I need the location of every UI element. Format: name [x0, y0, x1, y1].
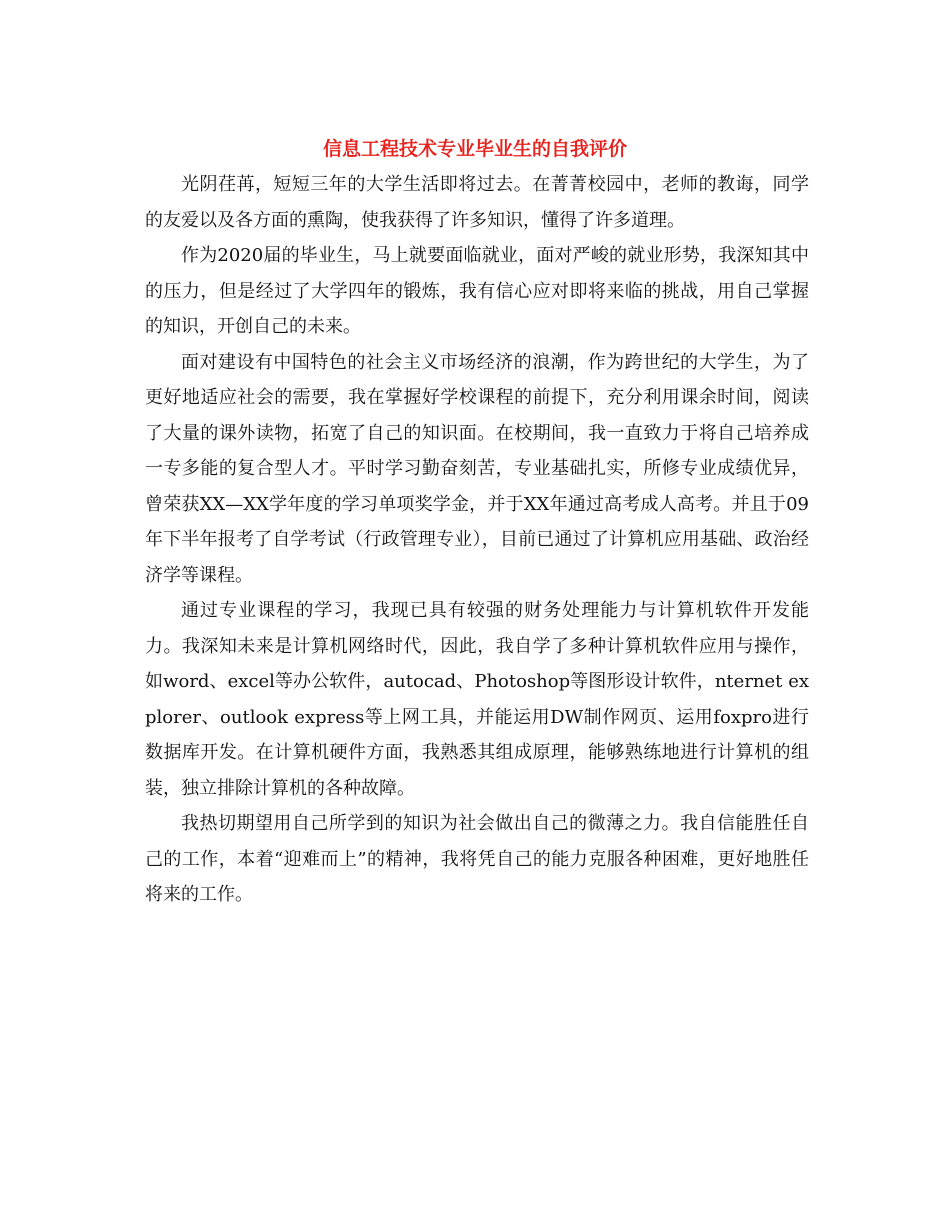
paragraph-employment: 作为2020届的毕业生，马上就要面临就业，面对严峻的就业形势，我深知其中的压力，但是经过了大学四年的锻炼，我有信心应对即将来临的挑战，用自己掌握的知识，开创自己的未来。 — [145, 245, 809, 337]
paragraph-study: 面对建设有中国特色的社会主义市场经济的浪潮，作为跨世纪的大学生，为了更好地适应社会的需要，我在掌握好学校课程的前提下，充分利用课余时间，阅读了大量的课外读物，拓宽了自己的知识面。在校期间，我一直致力于将自己培养成一专多能的复合型人才。平时学习勤奋刻苦，专业基础扎实，所修专业成绩优异，曾荣获XX—XX学年度的学习单项奖学金，并于XX年通过高考成人高考。并且于09年下半年报考了自学考试（行政管理专业），目前已通过了计算机应用基础、政治经济学等课程。 — [145, 351, 809, 586]
paragraph-skills: 通过专业课程的学习，我现已具有较强的财务处理能力与计算机软件开发能力。我深知未来是计算机网络时代，因此，我自学了多种计算机软件应用与操作，如word、excel等办公软件，autocad、Photoshop等图形设计软件，nternet explorer、outlook express等上网工具，并能运用DW制作网页、运用foxpro进行数据库开发。在计算机硬件方面，我熟悉其组成原理，能够熟练地进行计算机的组装，独立排除计算机的各种故障。 — [145, 600, 809, 799]
paragraph-intro: 光阴荏苒，短短三年的大学生活即将过去。在菁菁校园中，老师的教诲，同学的友爱以及各方面的熏陶，使我获得了许多知识，懂得了许多道理。 — [145, 174, 809, 231]
document-body — [145, 167, 809, 913]
paragraph-conclusion: 我热切期望用自己所学到的知识为社会做出自己的微薄之力。我自信能胜任自己的工作，本着“迎难而上”的精神，我将凭自己的能力克服各种困难，更好地胜任将来的工作。 — [145, 813, 809, 905]
document-title: 信息工程技术专业毕业生的自我评价 — [322, 138, 627, 160]
